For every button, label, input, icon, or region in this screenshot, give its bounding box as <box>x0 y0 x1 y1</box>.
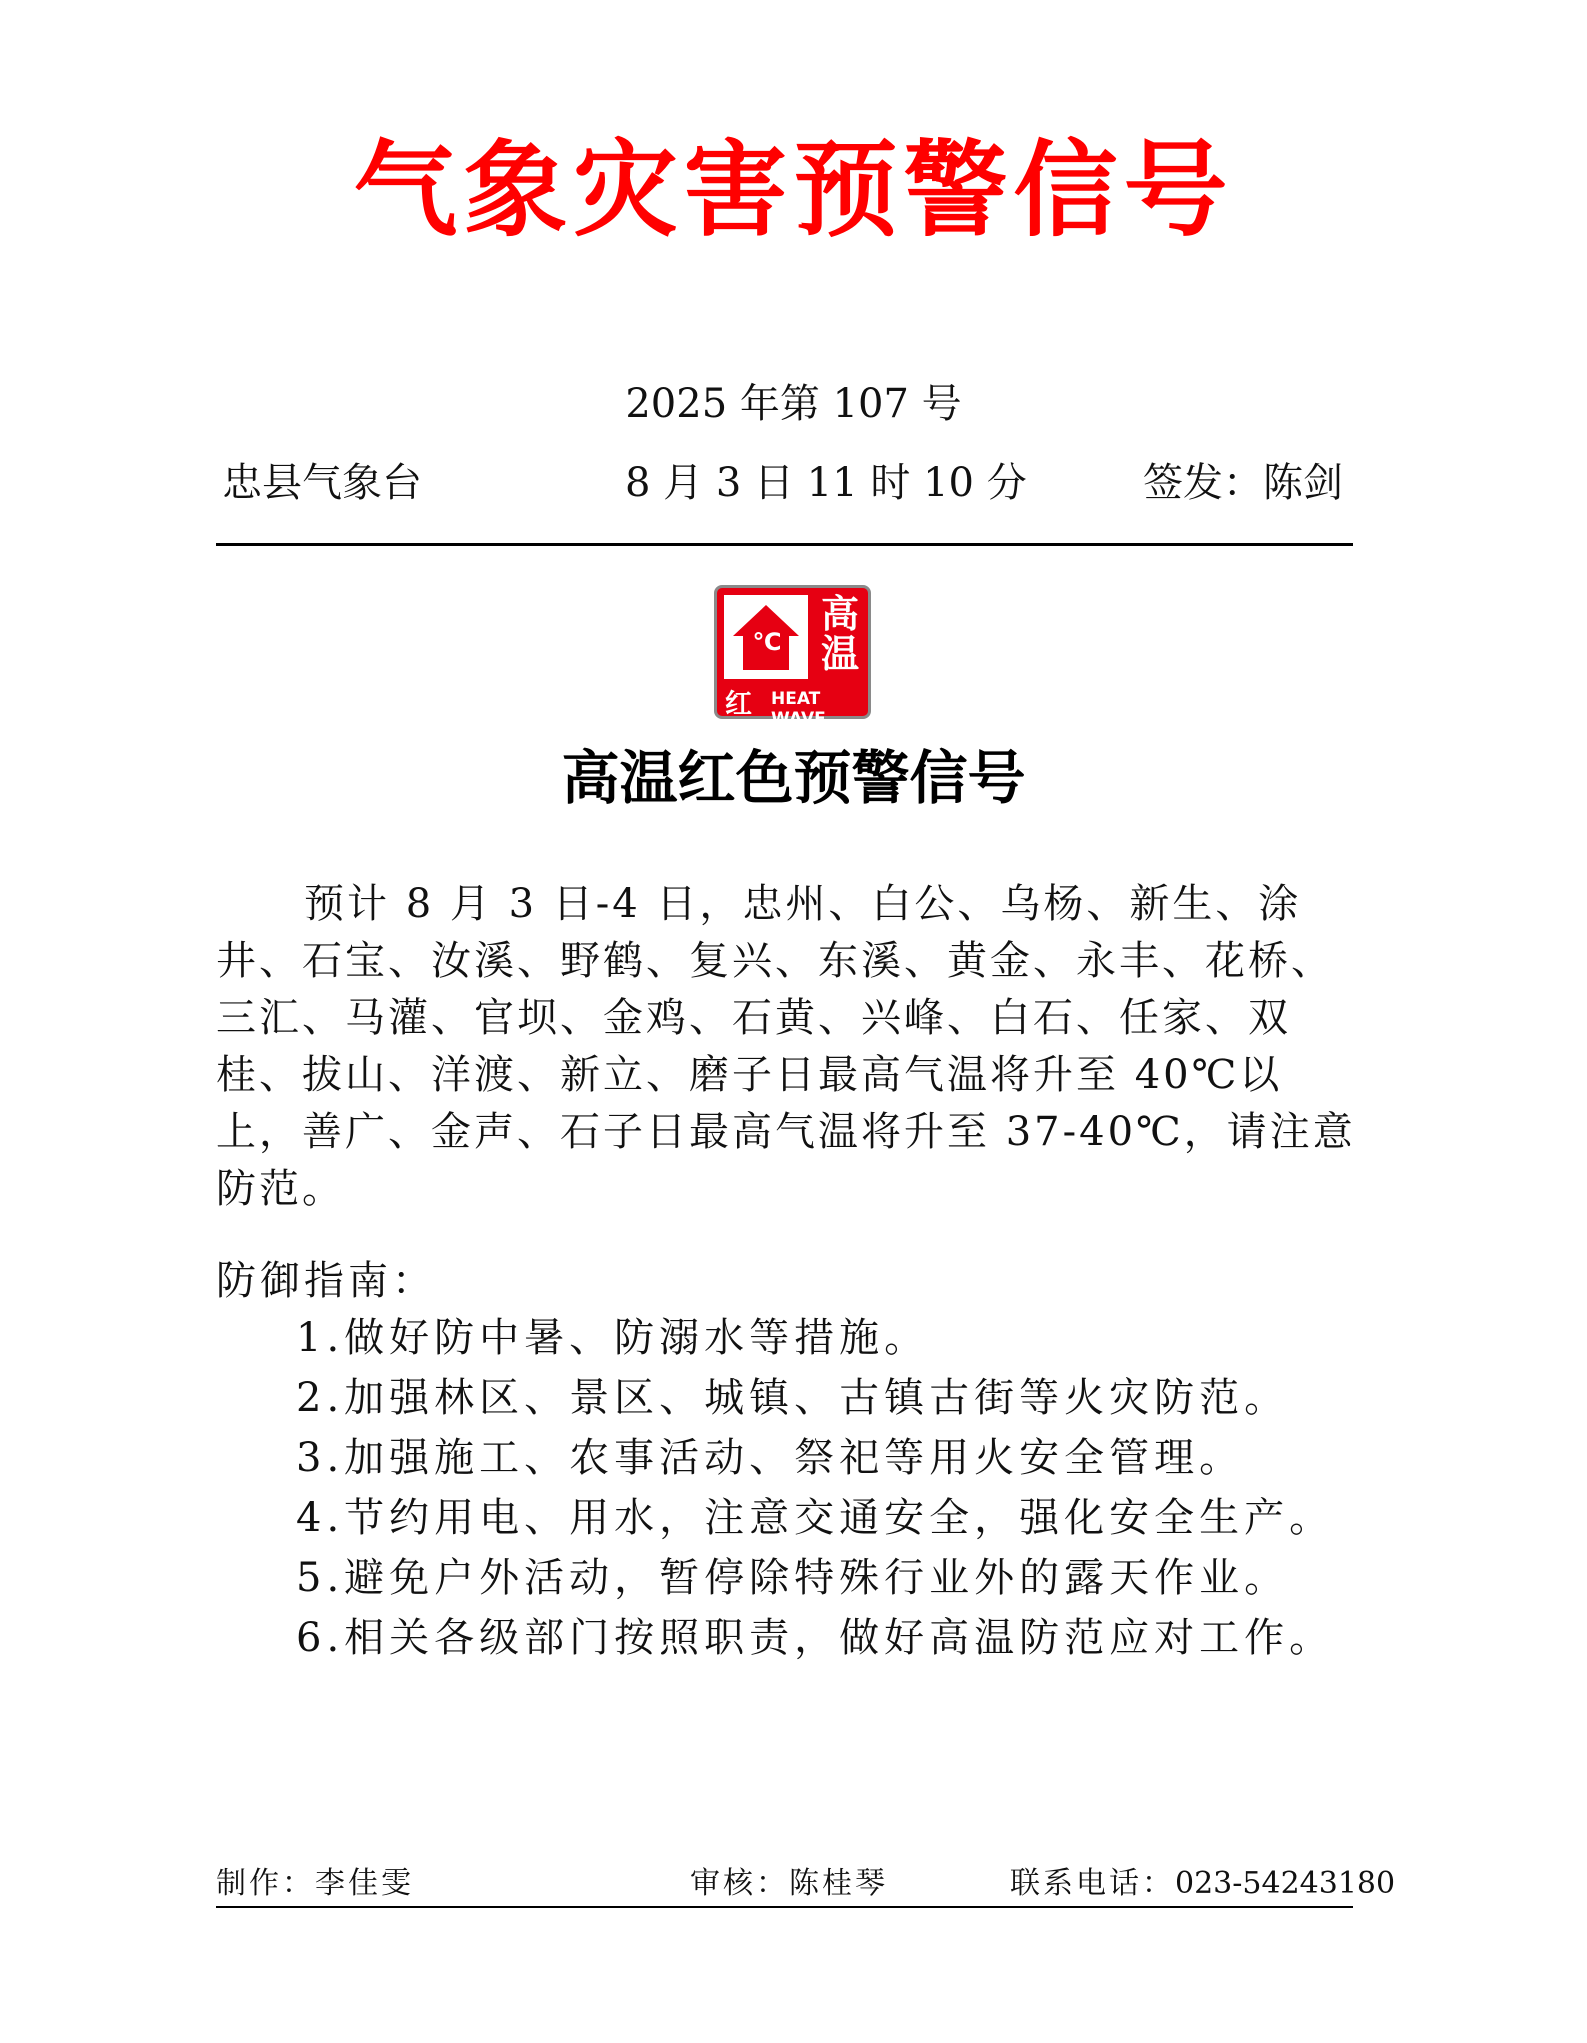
guide-item: 3.加强施工、农事活动、祭祀等用火安全管理。 <box>296 1435 1245 1481</box>
guide-item: 6.相关各级部门按照职责，做好高温防范应对工作。 <box>296 1615 1335 1661</box>
header-rule <box>216 543 1353 546</box>
guide-item: 5.避免户外活动，暂停除特殊行业外的露天作业。 <box>296 1555 1290 1601</box>
reviewer-name: 陈桂琴 <box>789 1866 888 1901</box>
document-title: 气象灾害预警信号 <box>353 128 1234 251</box>
footer-contact <box>1010 1858 1395 1902</box>
footer-rule <box>216 1906 1353 1908</box>
footer-reviewer <box>690 1858 888 1902</box>
signal-level-char: 红 <box>725 689 752 720</box>
agency-name: 忠县气象台 <box>222 460 422 506</box>
guide-item: 4.节约用电、用水，注意交通安全，强化安全生产。 <box>296 1495 1335 1541</box>
signal-english-label: HEAT WAVE <box>771 689 826 729</box>
issue-number: 2025 年第 107 号 <box>625 381 962 427</box>
signal-side-text: 高温 <box>820 592 859 676</box>
guide-list <box>296 1308 1334 1668</box>
guide-item: 1.做好防中暑、防溺水等措施。 <box>296 1315 930 1361</box>
producer-name: 李佳雯 <box>315 1866 414 1901</box>
contact-label: 联系电话： <box>1010 1866 1175 1901</box>
signal-title: 高温红色预警信号 <box>561 744 1026 812</box>
footer-producer <box>216 1858 414 1902</box>
issue-datetime: 8 月 3 日 11 时 10 分 <box>625 460 1027 506</box>
reviewer-label: 审核： <box>690 1866 789 1901</box>
celsius-symbol: ℃ <box>752 628 782 656</box>
signer: 签发：陈剑 <box>1143 460 1343 506</box>
producer-label: 制作： <box>216 1866 315 1901</box>
guide-item: 2.加强林区、景区、城镇、古镇古街等火灾防范。 <box>296 1375 1290 1421</box>
guide-heading: 防御指南： <box>216 1258 436 1304</box>
heat-wave-red-signal-icon <box>714 585 871 729</box>
contact-phone: 023-54243180 <box>1175 1866 1396 1901</box>
forecast-paragraph: 预计 8 月 3 日-4 日，忠州、白公、乌杨、新生、涂井、石宝、汝溪、野鹤、复兴、东溪、黄金、永丰、花桥、三汇、马灌、官坝、金鸡、石黄、兴峰、白石、任家、双桂、拔山、洋渡、新立、磨子日最高气温将升至 40℃以上，善广、金声、石子日最高气温将升至 37-40℃，请注意防范。 <box>216 881 1356 1212</box>
